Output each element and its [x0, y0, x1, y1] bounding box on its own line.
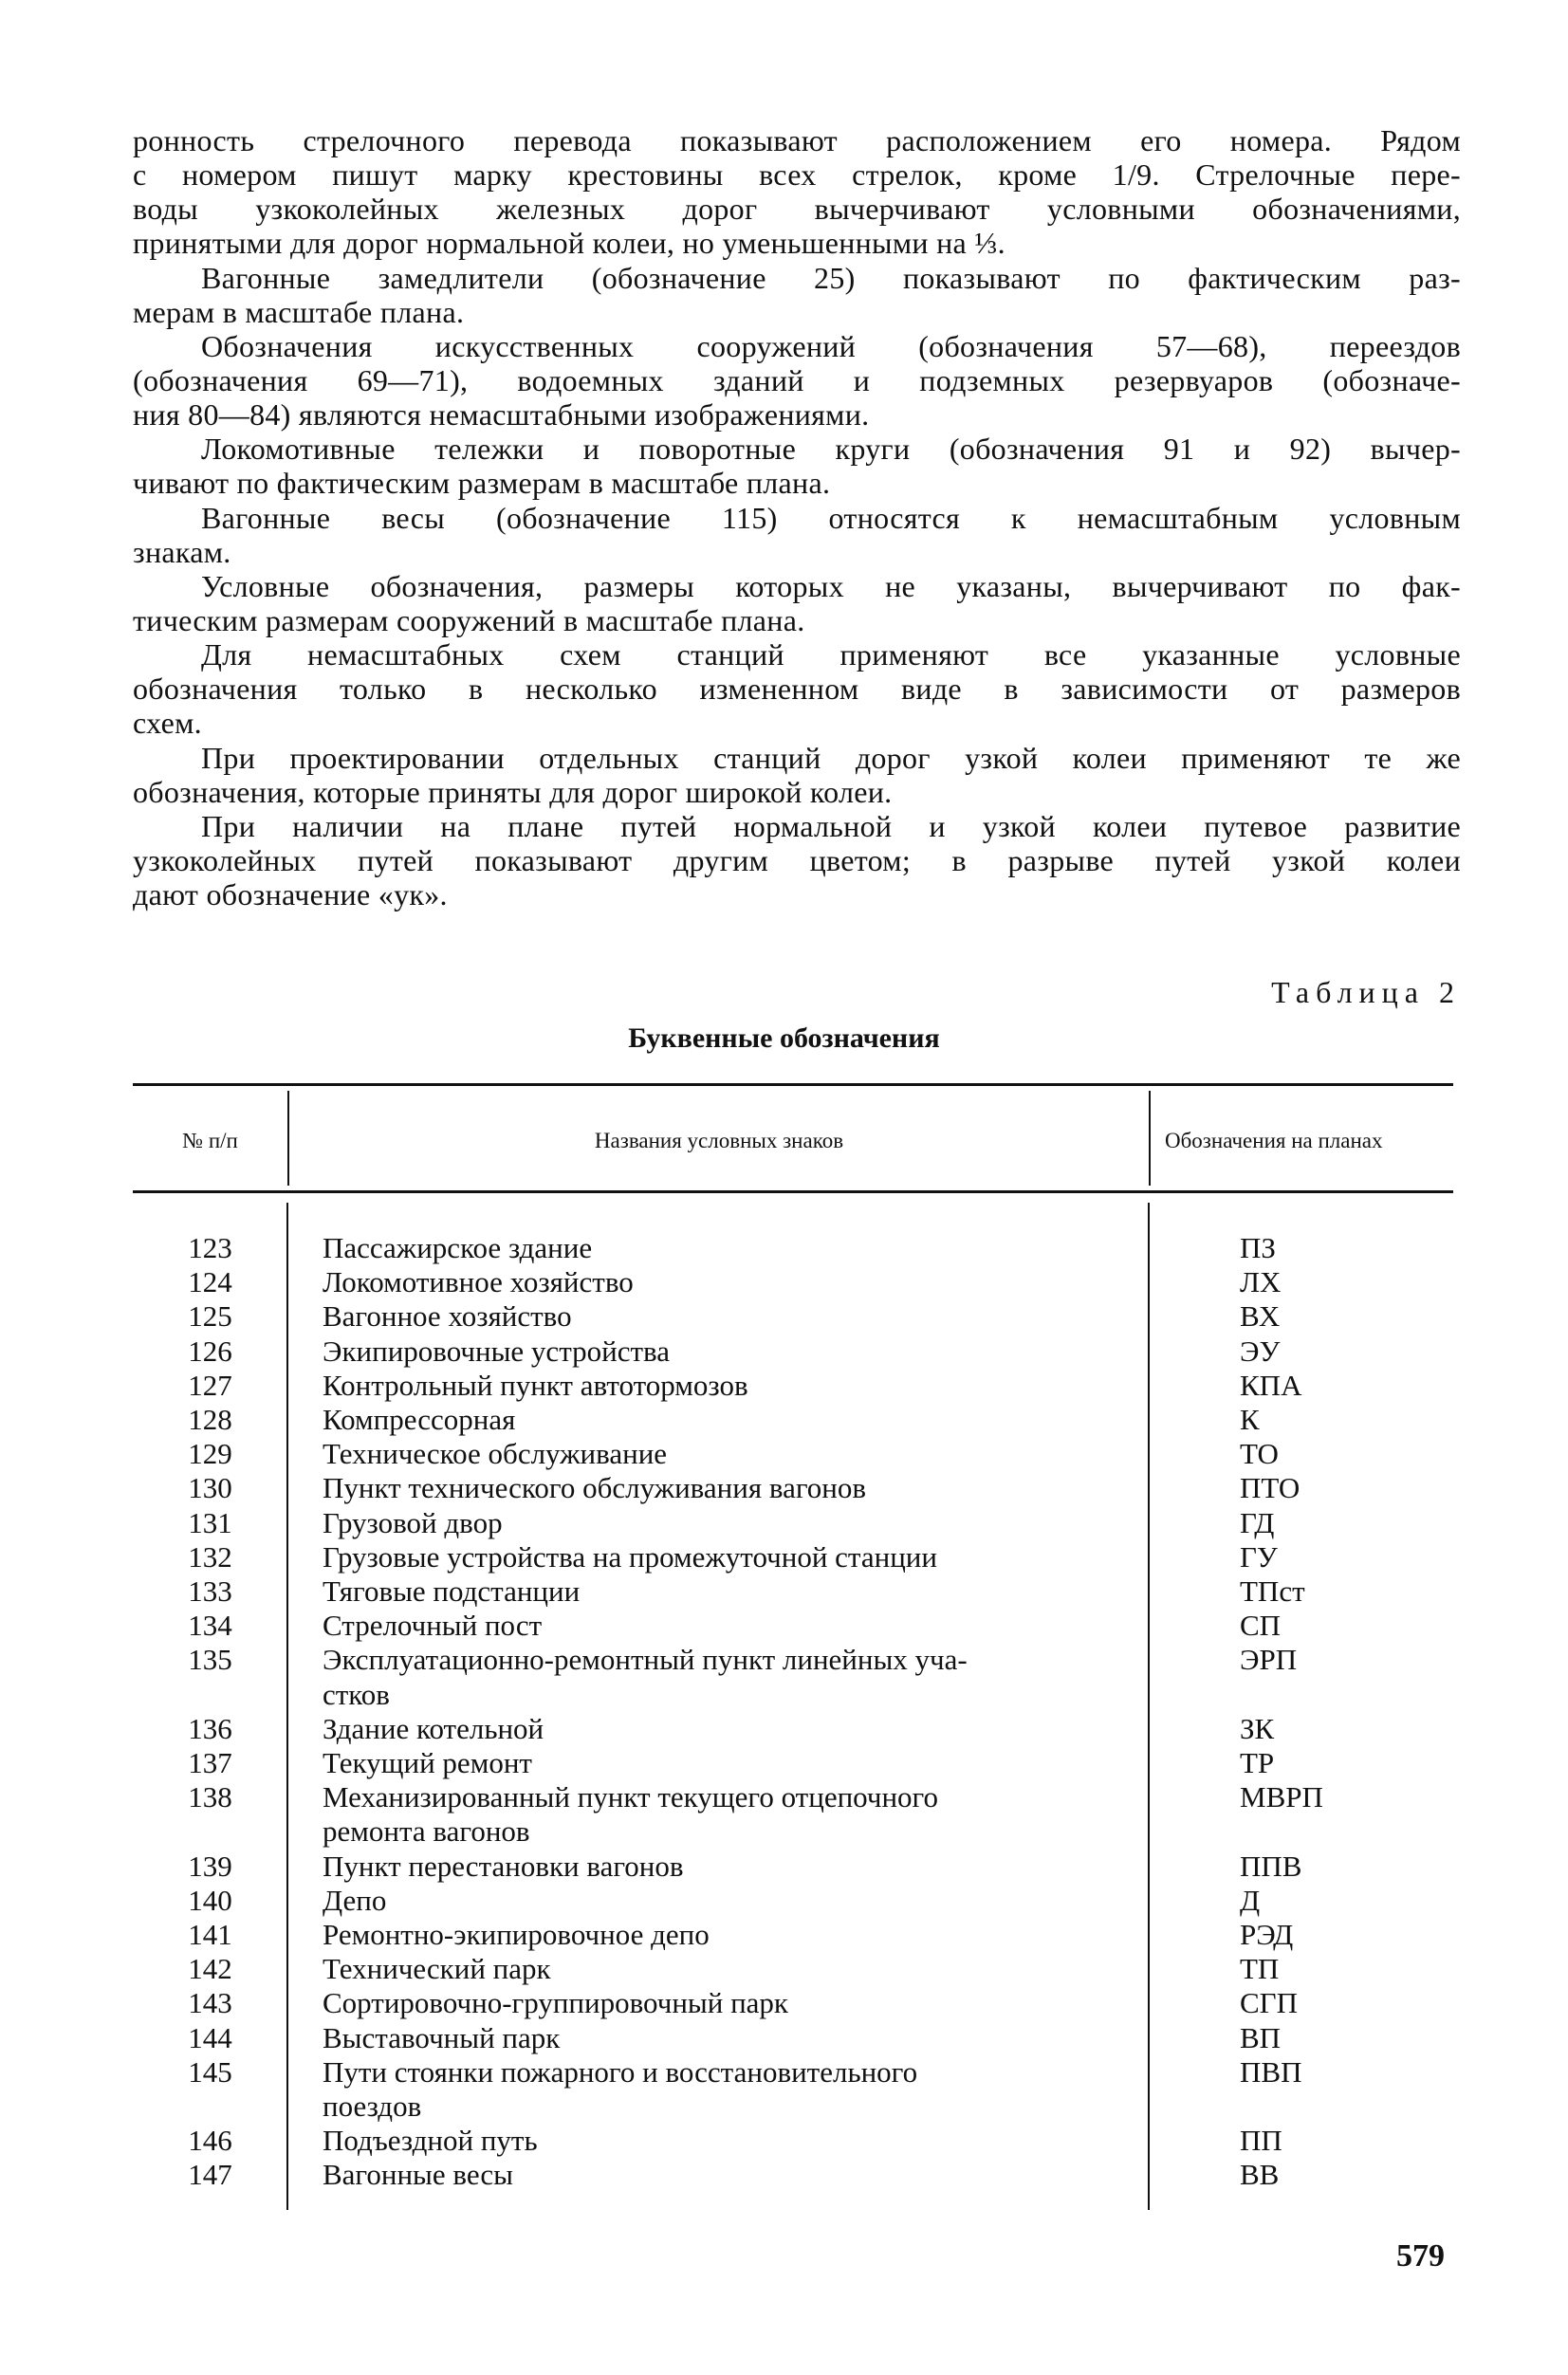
row-name-line: Экипировочные устройства [323, 1334, 671, 1368]
table-row [133, 2021, 1461, 2055]
row-name-line: Технический парк [323, 1952, 551, 1986]
row-number: 132 [188, 1539, 232, 1574]
row-name [287, 1918, 1184, 1952]
row-code: ВХ [1240, 1299, 1281, 1334]
row-name [287, 1712, 1184, 1746]
row-name-line: Вагонное хозяйство [323, 1299, 572, 1334]
row-number: 138 [188, 1780, 232, 1814]
row-number: 143 [188, 1986, 232, 2020]
table-row [133, 1986, 1461, 2020]
table-row [133, 1506, 1461, 1540]
table-row [133, 1540, 1461, 1574]
paragraph-line: принятыми для дорог нормальной колеи, но уменьшенными на ⅓. [133, 226, 1005, 261]
body-text [133, 123, 1461, 911]
row-name [287, 1986, 1184, 2020]
row-number: 124 [188, 1265, 232, 1299]
row-name [287, 1780, 1184, 1849]
row-number: 146 [188, 2124, 232, 2158]
row-number: 129 [188, 1437, 232, 1471]
paragraph-line: ния 80—84) являются немасштабными изображениями. [133, 397, 870, 433]
paragraph-line: схем. [133, 706, 202, 741]
paragraph-line: Вагонные замедлители (обозначение 25) показывают по фактическим раз- [201, 260, 1461, 295]
row-name [287, 1506, 1184, 1540]
table-row [133, 1471, 1461, 1505]
row-code: Д [1240, 1883, 1261, 1917]
table-row [133, 2158, 1461, 2192]
table-row [133, 1918, 1461, 1952]
table-body [133, 1231, 1461, 2193]
table-header-rule [133, 1190, 1453, 1193]
table-row [133, 2124, 1461, 2158]
paragraph-line: При наличии на плане путей нормальной и узкой колеи путевое развитие [201, 808, 1461, 843]
row-code: ТПст [1240, 1574, 1305, 1609]
table-row [133, 1403, 1461, 1437]
table-row [133, 1712, 1461, 1746]
header-code: Обозначения на планах [1165, 1129, 1383, 1152]
paragraph-line: мерам в масштабе плана. [133, 294, 465, 329]
row-name-line: Пункт перестановки вагонов [323, 1849, 684, 1883]
row-name [287, 1643, 1184, 1711]
row-name [287, 1299, 1184, 1334]
row-code: ЛХ [1240, 1265, 1282, 1299]
row-name-line: Выставочный парк [323, 2020, 561, 2054]
row-code: ГУ [1240, 1539, 1278, 1574]
table-row [133, 1231, 1461, 1265]
row-name-line: ремонта вагонов [323, 1814, 530, 1849]
row-name-line: Депо [323, 1883, 387, 1917]
row-code: КПА [1240, 1368, 1302, 1402]
row-number: 126 [188, 1334, 232, 1368]
column-divider [1149, 1091, 1151, 1186]
row-code: СГП [1240, 1986, 1298, 2020]
row-code: ППВ [1240, 1849, 1302, 1883]
row-number: 139 [188, 1849, 232, 1883]
row-code: ГД [1240, 1505, 1275, 1539]
row-name-line: Пассажирское здание [323, 1231, 593, 1264]
paragraph-line: При проектировании отдельных станций дорог узкой колеи применяют те же [201, 740, 1461, 775]
row-name-line: Грузовые устройства на промежуточной станции [323, 1539, 937, 1574]
row-name-line: Пункт технического обслуживания вагонов [323, 1471, 867, 1505]
row-name [287, 2055, 1184, 2124]
row-code: ВП [1240, 2020, 1282, 2054]
row-code: РЭД [1240, 1918, 1294, 1951]
row-name-line: Контрольный пункт автотормозов [323, 1368, 748, 1402]
row-name-line: Сортировочно-группировочный парк [323, 1986, 788, 2020]
row-number: 127 [188, 1368, 232, 1402]
table-label: Таблица 2 [1271, 975, 1461, 1009]
table-row [133, 1884, 1461, 1918]
table-row [133, 1335, 1461, 1369]
paragraph-line: (обозначения 69—71), водоемных зданий и подземных резервуаров (обозначе- [133, 362, 1461, 397]
row-name [287, 1335, 1184, 1369]
row-code: ВВ [1240, 2158, 1280, 2192]
row-number: 131 [188, 1505, 232, 1539]
paragraph-line: с номером пишут марку крестовины всех стрелок, кроме 1/9. Стрелочные пере- [133, 157, 1461, 193]
paragraph-line: узкоколейных путей показывают другим цветом; в разрыве путей узкой колеи [133, 842, 1461, 877]
row-name-line: Пути стоянки пожарного и восстановительного [323, 2054, 918, 2089]
table-row [133, 1574, 1461, 1609]
row-code: ЭУ [1240, 1334, 1281, 1368]
paragraph-line: Для немасштабных схем станций применяют все указанные условные [201, 637, 1461, 672]
table-row [133, 1780, 1461, 1849]
paragraph-line: Условные обозначения, размеры которых не указаны, вычерчивают по фак- [201, 568, 1461, 603]
row-number: 144 [188, 2020, 232, 2054]
paragraph-line: тическим размерам сооружений в масштабе плана. [133, 602, 805, 637]
row-name-line: Здание котельной [323, 1711, 544, 1745]
row-name [287, 2158, 1184, 2192]
row-code: ЭРП [1240, 1643, 1298, 1677]
table-title: Буквенные обозначения [628, 1022, 940, 1054]
row-name-line: Локомотивное хозяйство [323, 1265, 634, 1299]
row-code: ПЗ [1240, 1231, 1276, 1264]
row-number: 134 [188, 1609, 232, 1643]
row-code: ТО [1240, 1437, 1279, 1471]
table-row [133, 1369, 1461, 1403]
row-name [287, 1952, 1184, 1986]
table-row [133, 1299, 1461, 1334]
row-name [287, 1369, 1184, 1403]
paragraph-line: знакам. [133, 534, 231, 569]
row-code: ПВП [1240, 2054, 1302, 2089]
paragraph-line: обозначения, которые приняты для дорог широкой колеи. [133, 774, 893, 809]
row-code: ПП [1240, 2124, 1282, 2158]
paragraph-line: Вагонные весы (обозначение 115) относятся к немасштабным условным [201, 500, 1461, 535]
row-name-line: Техническое обслуживание [323, 1437, 668, 1471]
table-row [133, 1609, 1461, 1643]
row-number: 133 [188, 1574, 232, 1609]
header-name: Названия условных знаков [594, 1129, 844, 1152]
row-number: 142 [188, 1952, 232, 1986]
header-number: № п/п [182, 1129, 238, 1152]
table-row [133, 1437, 1461, 1471]
paragraph-line: Обозначения искусственных сооружений (обозначения 57—68), переездов [201, 328, 1461, 363]
row-code: ЗК [1240, 1711, 1275, 1745]
row-name [287, 2124, 1184, 2158]
row-number: 147 [188, 2158, 232, 2192]
row-name-line: Механизированный пункт текущего отцепочного [323, 1780, 938, 1814]
row-number: 137 [188, 1746, 232, 1780]
table-row [133, 1643, 1461, 1711]
row-name [287, 1265, 1184, 1299]
row-name-line: Ремонтно-экипировочное депо [323, 1918, 710, 1951]
row-name [287, 1746, 1184, 1780]
row-name [287, 1609, 1184, 1643]
row-number: 145 [188, 2054, 232, 2089]
row-name [287, 1540, 1184, 1574]
row-name-line: поездов [323, 2090, 422, 2123]
row-name-line: Стрелочный пост [323, 1609, 543, 1643]
paragraph-line: воды узкоколейных железных дорог вычерчивают условными обозначениями, [133, 192, 1461, 227]
table-row [133, 1850, 1461, 1884]
row-name-line: Подъездной путь [323, 2124, 538, 2158]
row-number: 125 [188, 1299, 232, 1334]
table-top-rule [133, 1083, 1453, 1086]
row-number: 135 [188, 1643, 232, 1677]
row-code: К [1240, 1403, 1260, 1437]
row-name-line: Текущий ремонт [323, 1746, 532, 1780]
row-name-line: Компрессорная [323, 1403, 516, 1437]
table-row [133, 2055, 1461, 2124]
table-row [133, 1952, 1461, 1986]
paragraph-line: ронность стрелочного перевода показывают расположением его номера. Рядом [133, 123, 1461, 157]
row-code: ТР [1240, 1746, 1275, 1780]
row-name-line: стков [323, 1677, 390, 1711]
row-code: ТП [1240, 1952, 1280, 1986]
row-number: 130 [188, 1471, 232, 1505]
table-row [133, 1746, 1461, 1780]
row-code: СП [1240, 1609, 1282, 1643]
paragraph-line: Локомотивные тележки и поворотные круги (обозначения 91 и 92) вычер- [201, 432, 1461, 467]
row-name [287, 1437, 1184, 1471]
paragraph-line: чивают по фактическим размерам в масштабе плана. [133, 466, 831, 501]
row-name [287, 1231, 1184, 1265]
row-number: 136 [188, 1711, 232, 1745]
row-name [287, 1574, 1184, 1609]
row-number: 128 [188, 1403, 232, 1437]
page-number: 579 [1396, 2238, 1445, 2274]
row-code: ПТО [1240, 1471, 1301, 1505]
row-name [287, 2021, 1184, 2055]
row-name [287, 1403, 1184, 1437]
paragraph-line: обозначения только в несколько измененном виде в зависимости от размеров [133, 672, 1461, 707]
row-name-line: Вагонные весы [323, 2158, 513, 2192]
row-name [287, 1850, 1184, 1884]
row-name [287, 1471, 1184, 1505]
row-number: 141 [188, 1918, 232, 1951]
row-code: МВРП [1240, 1780, 1323, 1814]
row-name-line: Грузовой двор [323, 1505, 503, 1539]
row-name-line: Эксплуатационно-ремонтный пункт линейных уча- [323, 1643, 968, 1677]
row-number: 140 [188, 1883, 232, 1917]
table-row [133, 1265, 1461, 1299]
row-name [287, 1884, 1184, 1918]
row-name-line: Тяговые подстанции [323, 1574, 581, 1609]
row-number: 123 [188, 1231, 232, 1264]
paragraph-line: дают обозначение «ук». [133, 877, 448, 912]
